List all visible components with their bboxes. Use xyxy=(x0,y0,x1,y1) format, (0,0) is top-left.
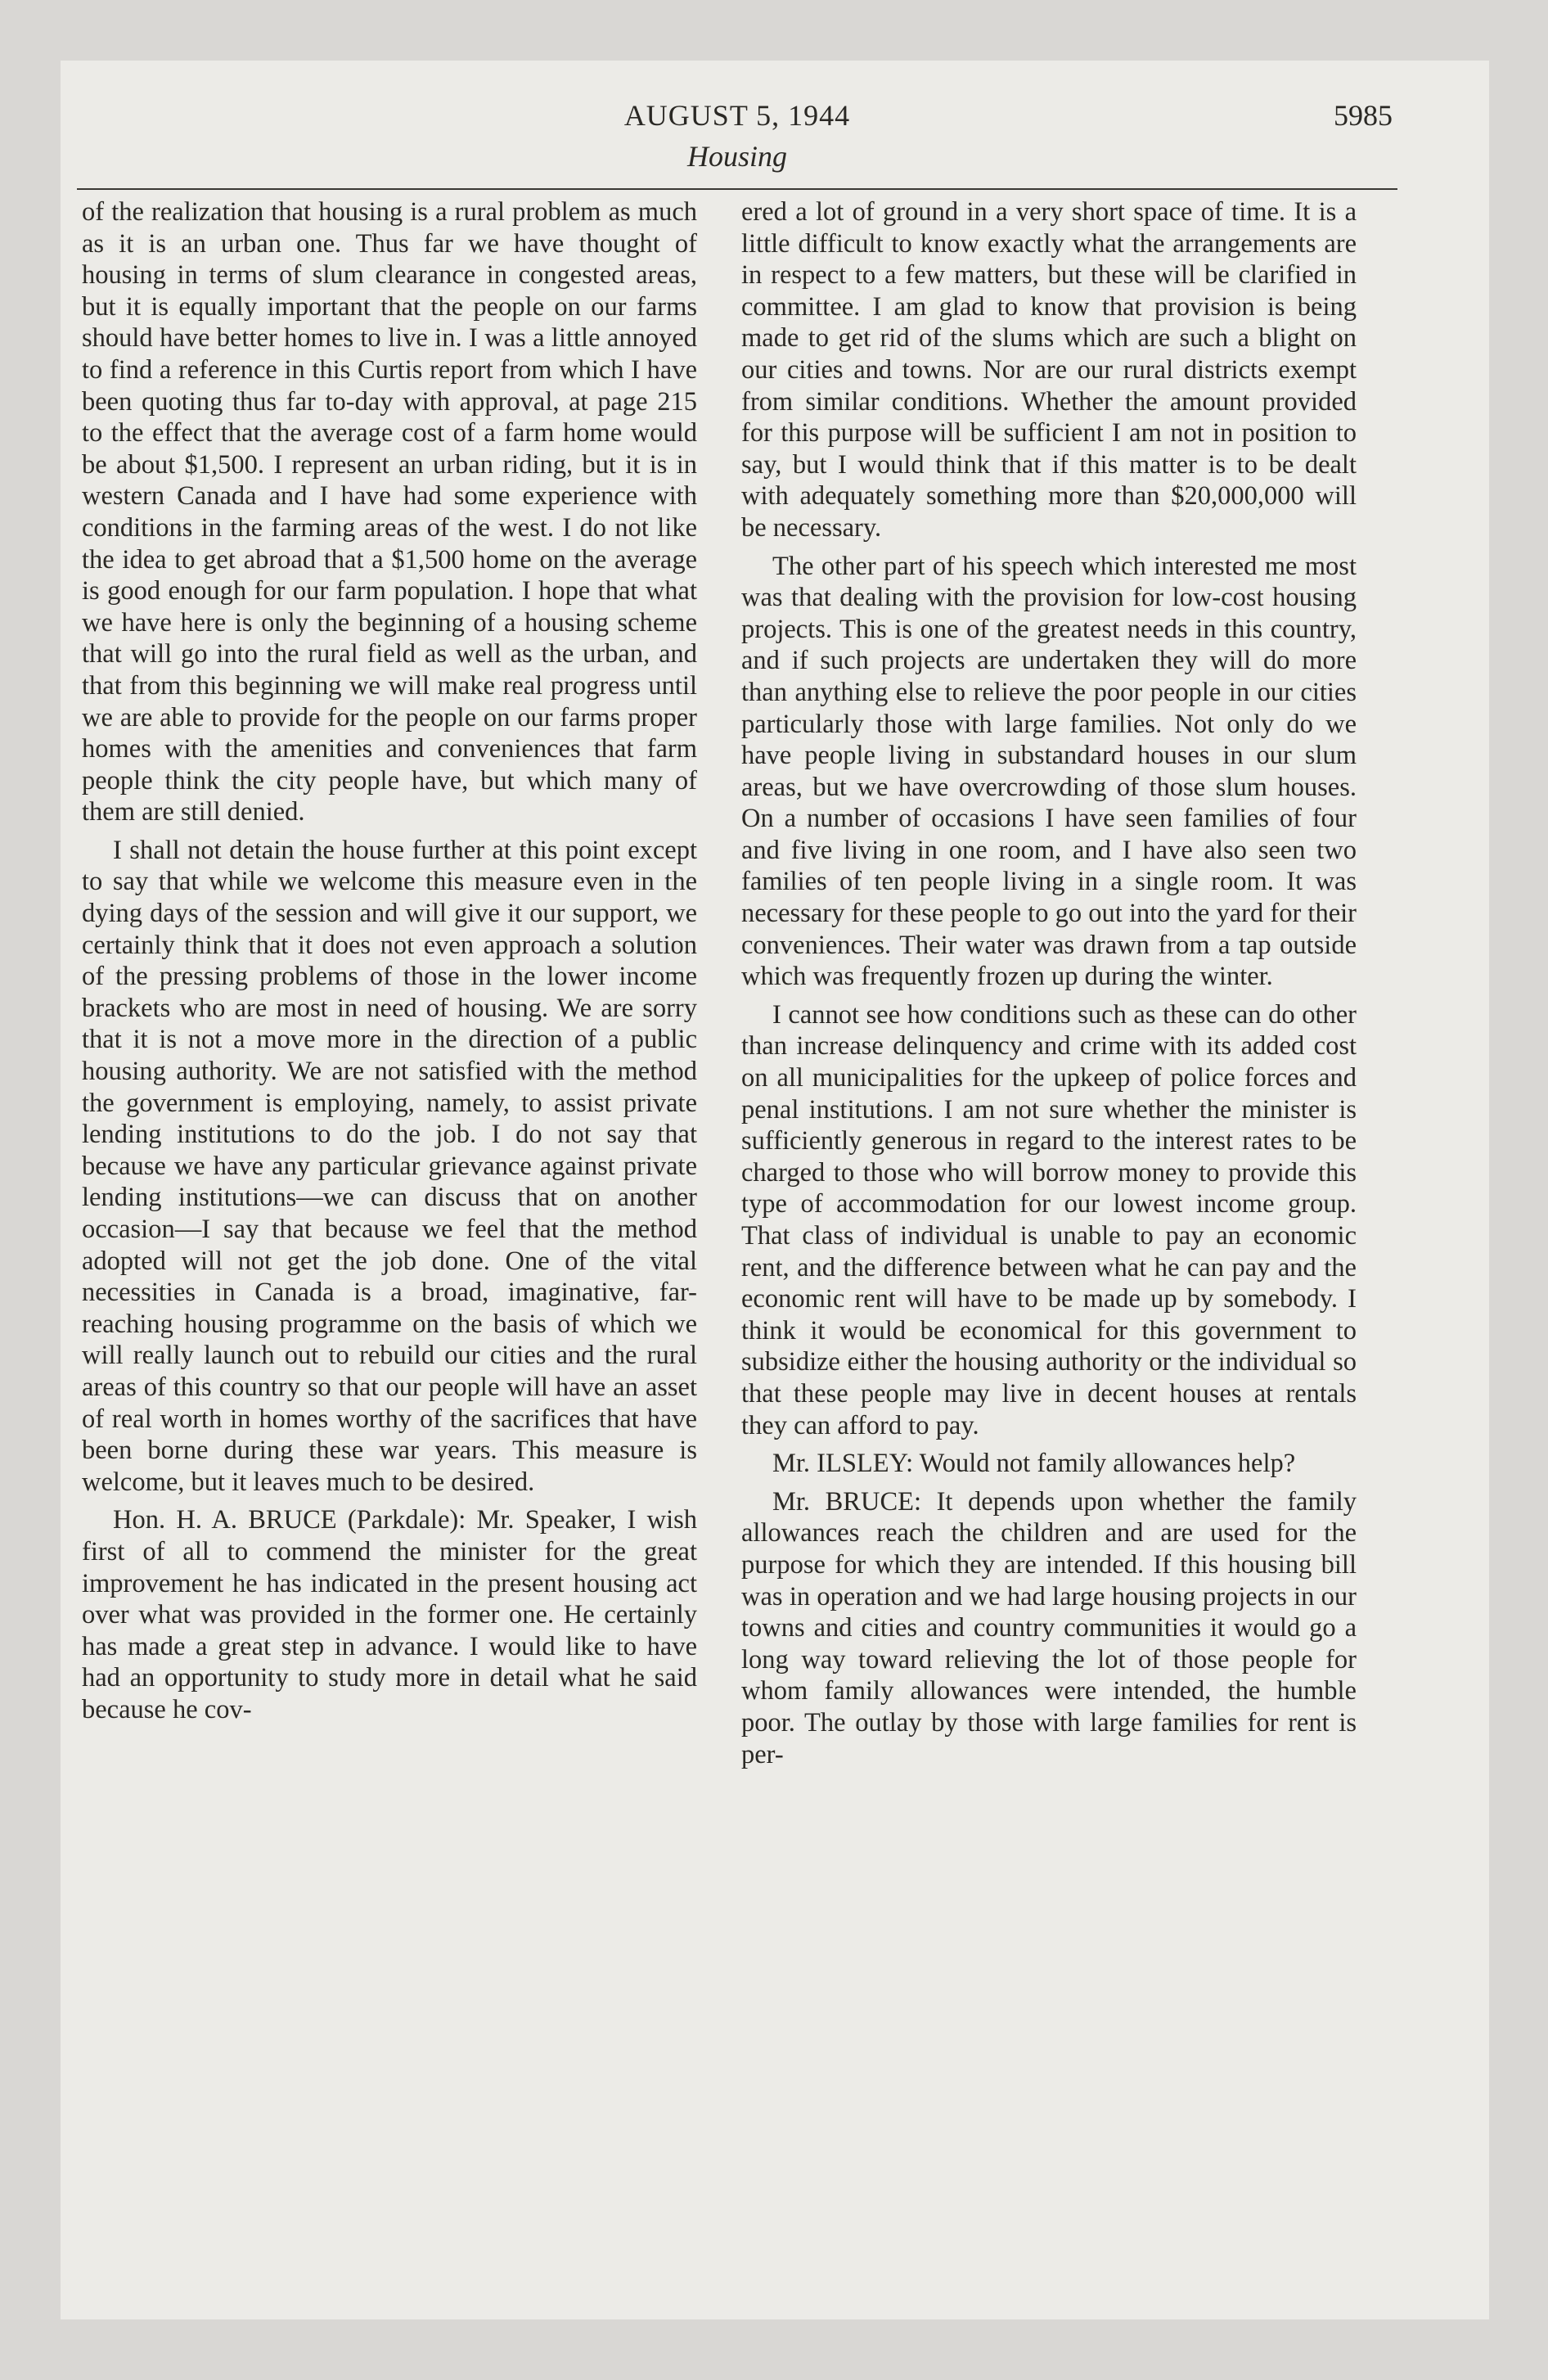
paragraph: Mr. ILSLEY: Would not family allowances help? xyxy=(772,1449,1296,1479)
page-number: 5985 xyxy=(1334,99,1393,132)
left-column xyxy=(82,196,697,1733)
paragraph: Mr. BRUCE: It depends upon whether the family allowances reach the children and are used for the purpose for which they are intended. If this housing bill was in operation and we had large housing projects in our towns and cities and country communities it would go a long way toward relieving the lot of those people for whom family allowances were intended, the humble poor. The outlay by those with large families for rent is per- xyxy=(741,1486,1357,1769)
paragraph: ered a lot of ground in a very short space of time. It is a little difficult to know exactly what the arrangements are in respect to a few matters, but these will be clarified in committee. I am glad to know that provision is being made to get rid of the slums which are such a blight on our cities and towns. Nor are our rural districts exempt from similar conditions. Whether the amount provided for this purpose will be sufficient I am not in position to say, but I would think that if this matter is to be dealt with adequately something more than $20,000,000 will be necessary. xyxy=(741,197,1357,543)
paragraph: I shall not detain the house further at this point except to say that while we welcome this measure even in the dying days of the session and will give it our support, we certainly think that it does not even approach a solution of the pressing problems of those in the lower income brackets who are most in need of housing. We are sorry that it is not a move more in the direction of a public housing authority. We are not satisfied with the method the government is employing, namely, to assist private lending institutions to do the job. I do not say that because we have any particular grievance against private lending institutions—we can discuss that on another occasion—I say that because we feel that the method adopted will not get the job done. One of the vital necessities in Canada is a broad, imaginative, far-reaching housing programme on the basis of which we will really launch out to rebuild our cities and the rural areas of this country so that our people will have an asset of real worth in homes worthy of the sacrifices that have been borne during these war years. This measure is welcome, but it leaves much to be desired. xyxy=(82,835,697,1497)
paragraph: The other part of his speech which interested me most was that dealing with the provision for low-cost housing projects. This is one of the greatest needs in this country, and if such projects are undertaken they will do more than anything else to relieve the poor people in our cities particularly those with large families. Not only do we have people living in substandard houses in our slum areas, but we have overcrowding of those slum houses. On a number of occasions I have seen families of four and five living in one room, and I have also seen two families of ten people living in a single room. It was necessary for these people to go out into the yard for their conveniences. Their water was drawn from a tap outside which was frequently frozen up during the winter. xyxy=(741,551,1357,992)
paragraph: Hon. H. A. BRUCE (Parkdale): Mr. Speaker, I wish first of all to commend the minister for the great improvement he has indicated in the present housing act over what was provided in the former one. He certainly has made a great step in advance. I would like to have had an opportunity to study more in detail what he said because he cov- xyxy=(82,1505,697,1724)
section-title: Housing xyxy=(686,140,787,173)
paragraph: of the realization that housing is a rural problem as much as it is an urban one. Thus far we have thought of housing in terms of slum clearance in congested areas, but it is equally important that the people on our farms should have better homes to live in. I was a little annoyed to find a reference in this Curtis report from which I have been quoting thus far to-day with approval, at page 215 to the effect that the average cost of a farm home would be about $1,500. I represent an urban riding, but it is in western Canada and I have had some experience with conditions in the farming areas of the west. I do not like the idea to get abroad that a $1,500 home on the average is good enough for our farm population. I hope that what we have here is only the beginning of a housing scheme that will go into the rural field as well as the urban, and that from this beginning we will make real progress until we are able to provide for the people on our farms proper homes with the amenities and conveniences that farm people think the city people have, but which many of them are still denied. xyxy=(82,197,697,827)
right-column xyxy=(741,196,1357,1777)
paragraph: I cannot see how conditions such as these can do other than increase delinquency and crime with its added cost on all municipalities for the upkeep of police forces and penal institutions. I am not sure whether the minister is sufficiently generous in regard to the interest rates to be charged to those who will borrow money to provide this type of accommodation for our lowest income group. That class of individual is unable to pay an economic rent, and the difference between what he can pay and the economic rent will have to be made up by somebody. I think it would be economical for this government to subsidize either the housing authority or the individual so that these people may live in decent houses at rentals they can afford to pay. xyxy=(741,999,1357,1440)
header-date: AUGUST 5, 1944 xyxy=(623,99,851,132)
header-rule xyxy=(77,188,1397,190)
